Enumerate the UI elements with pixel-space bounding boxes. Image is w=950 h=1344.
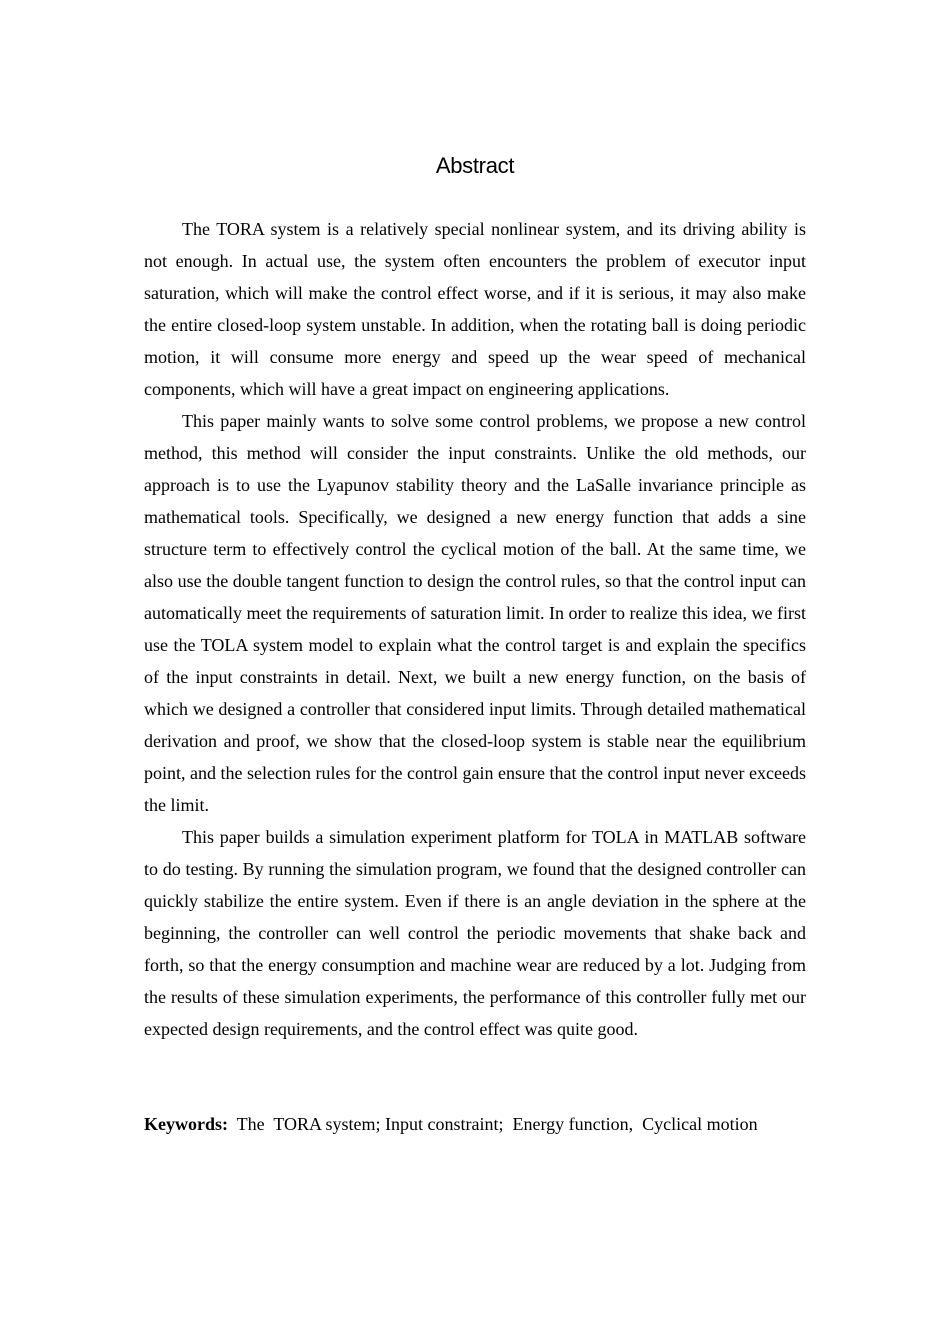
abstract-paragraph-3: This paper builds a simulation experiment platform for TOLA in MATLAB software to do testing. By running the simulation program, we found that the designed controller can quickly stabilize the entire system. Even if there is an angle deviation in the sphere at the beginning, the controller can well control the periodic movements that shake back and forth, so that the energy consumption and machine wear are reduced by a lot. Judging from the results of these simulation experiments, the performance of this controller fully met our expected design requirements, and the control effect was quite good. [144,827,806,1039]
abstract-paragraph-1: The TORA system is a relatively special nonlinear system, and its driving ability is not enough. In actual use, the system often encounters the problem of executor input saturation, which will make the control effect worse, and if it is serious, it may also make the entire closed-loop system unstable. In addition, when the rotating ball is doing periodic motion, it will consume more energy and speed up the wear speed of mechanical components, which will have a great impact on engineering applications. [144,219,806,399]
abstract-body [144,213,806,1045]
keywords-label: Keywords: [144,1114,228,1134]
keywords-line [144,1108,844,1140]
keywords-list: The TORA system; Input constraint; Energy function, Cyclical motion [228,1114,758,1134]
abstract-paragraph-2: This paper mainly wants to solve some control problems, we propose a new control method, this method will consider the input constraints. Unlike the old methods, our approach is to use the Lyapunov stability theory and the LaSalle invariance principle as mathematical tools. Specifically, we designed a new energy function that adds a sine structure term to effectively control the cyclical motion of the ball. At the same time, we also use the double tangent function to design the control rules, so that the control input can automatically meet the requirements of saturation limit. In order to realize this idea, we first use the TOLA system model to explain what the control target is and explain the specifics of the input constraints in detail. Next, we built a new energy function, on the basis of which we designed a controller that considered input limits. Through detailed mathematical derivation and proof, we show that the closed-loop system is stable near the equilibrium point, and the selection rules for the control gain ensure that the control input never exceeds the limit. [144,411,806,815]
abstract-title: Abstract [435,153,515,178]
